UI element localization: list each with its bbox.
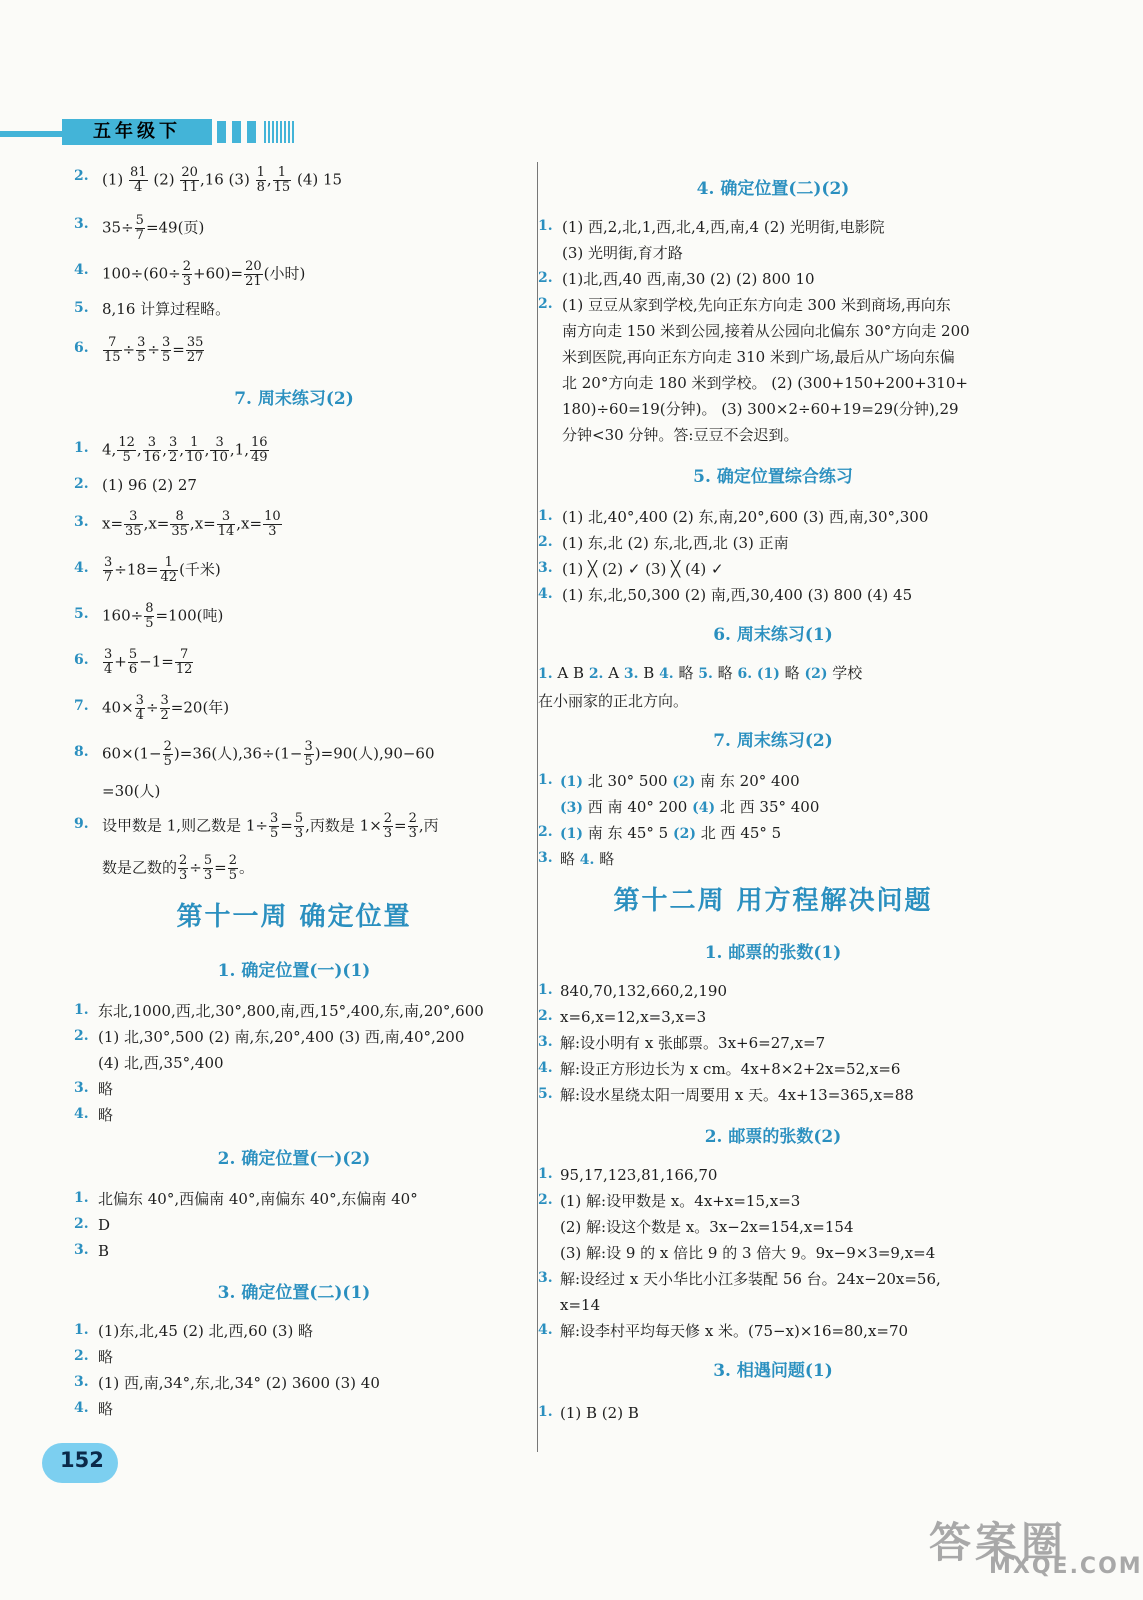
answer-line: (1) 西,2,北,1,西,北,4,西,南,4 (2) 光明街,电影院 bbox=[562, 218, 885, 236]
answer-line: 北偏东 40°,西偏南 40°,南偏东 40°,东偏南 40° bbox=[98, 1190, 418, 1208]
question-number: 2. bbox=[74, 168, 89, 184]
question-number: 2. bbox=[538, 296, 553, 312]
question-number: 1. bbox=[74, 1322, 89, 1338]
question-number: 1. bbox=[538, 1166, 553, 1182]
question-number: 3. bbox=[74, 514, 89, 530]
question-number: 1. bbox=[74, 1002, 89, 1018]
question-number: 4. bbox=[538, 1322, 553, 1338]
answer-line: 1. A B 2. A 3. B 4. 略 5. 略 6. (1) 略 (2) 学校 bbox=[538, 664, 863, 682]
question-number: 3. bbox=[74, 1242, 89, 1258]
answer-line: 100÷(60÷ $\frac{2}{3}$ +60)= $\frac{20}{21}$ (小时) bbox=[102, 259, 306, 289]
answer-line: (3) 光明街,育才路 bbox=[562, 244, 683, 262]
answer-line: 解:设李村平均每天修 x 米。(75−x)×16=80,x=70 bbox=[560, 1322, 909, 1340]
chapter-title: 第十一周 确定位置 bbox=[176, 902, 412, 932]
answer-line: (1) 北,40°,400 (2) 东,南,20°,600 (3) 西,南,30°,300 bbox=[562, 508, 929, 526]
question-number: 4. bbox=[74, 1106, 89, 1122]
question-number: 2. bbox=[74, 476, 89, 492]
question-number: 2. bbox=[538, 270, 553, 286]
question-number: 5. bbox=[74, 606, 89, 622]
column-divider bbox=[537, 162, 538, 1452]
answer-line: B bbox=[98, 1242, 110, 1260]
answer-line: 40× $\frac{3}{4}$ ÷ $\frac{3}{2}$ =20(年) bbox=[102, 693, 230, 723]
answer-line: (1) B (2) B bbox=[560, 1404, 639, 1422]
answer-line: 840,70,132,660,2,190 bbox=[560, 982, 727, 1000]
question-number: 1. bbox=[74, 1190, 89, 1206]
answer-line: (2) 解:设这个数是 x。3x−2x=154,x=154 bbox=[560, 1218, 854, 1236]
answer-line: (4) 北,西,35°,400 bbox=[98, 1054, 224, 1072]
question-number: 7. bbox=[74, 698, 89, 714]
question-number: 2. bbox=[538, 1192, 553, 1208]
answer-line: 4, $\frac{12}{5}$ , $\frac{3}{16}$ , $\frac{3}{2}$ , $\frac{1}{10}$ , $\frac{3}{10}$ ,1, $\frac{16}{49}$ bbox=[102, 435, 268, 465]
answer-line: 略 4. 略 bbox=[560, 850, 615, 868]
question-number: 9. bbox=[74, 816, 89, 832]
question-number: 4. bbox=[74, 560, 89, 576]
answer-line: (1)北,西,40 西,南,30 (2) (2) 800 10 bbox=[562, 270, 815, 288]
answer-line: (1) 西,南,34°,东,北,34° (2) 3600 (3) 40 bbox=[98, 1374, 380, 1392]
question-number: 1. bbox=[538, 508, 553, 524]
question-number: 5. bbox=[74, 300, 89, 316]
answer-line: 解:设小明有 x 张邮票。3x+6=27,x=7 bbox=[560, 1034, 826, 1052]
question-number: 1. bbox=[538, 1404, 553, 1420]
question-number: 3. bbox=[538, 1034, 553, 1050]
question-number: 3. bbox=[74, 1080, 89, 1096]
answer-line: 60×(1− $\frac{2}{5}$ )=36(人),36÷(1− $\frac{3}{5}$ )=90(人),90−60 bbox=[102, 739, 435, 769]
watermark-site: MXQE.COM bbox=[988, 1554, 1143, 1579]
answer-line: 解:设正方形边长为 x cm。4x+8×2+2x=52,x=6 bbox=[560, 1060, 901, 1078]
question-number: 1. bbox=[74, 440, 89, 456]
answer-line: 东北,1000,西,北,30°,800,南,西,15°,400,东,南,20°,600 bbox=[98, 1002, 484, 1020]
answer-line: (1) 解:设甲数是 x。4x+x=15,x=3 bbox=[560, 1192, 801, 1210]
question-number: 1. bbox=[538, 982, 553, 998]
answer-line: D bbox=[98, 1216, 111, 1234]
answer-line: $\frac{3}{7}$ ÷18= $\frac{1}{42}$ (千米) bbox=[104, 555, 221, 585]
answer-line: (1) 豆豆从家到学校,先向正东方向走 300 米到商场,再向东 bbox=[562, 296, 951, 314]
section-title: 6. 周末练习(1) bbox=[713, 625, 833, 645]
answer-line: (1) 北,30°,500 (2) 南,东,20°,400 (3) 西,南,40°,200 bbox=[98, 1028, 465, 1046]
watermark bbox=[928, 1510, 1143, 1579]
answer-line: (1) ╳ (2) ✓ (3) ╳ (4) ✓ bbox=[562, 560, 724, 578]
answer-line: (1) 东,北,50,300 (2) 南,西,30,400 (3) 800 (4) 45 bbox=[562, 586, 913, 604]
answer-line: 解:设经过 x 天小华比小江多装配 56 台。24x−20x=56, bbox=[560, 1270, 941, 1288]
question-number: 2. bbox=[538, 1008, 553, 1024]
answer-line: $\frac{7}{15}$ ÷ $\frac{3}{5}$ ÷ $\frac{3}{5}$ = $\frac{35}{27}$ bbox=[104, 335, 204, 365]
answer-line: 略 bbox=[98, 1106, 114, 1124]
question-number: 4. bbox=[74, 1400, 89, 1416]
answer-line: (1) 96 (2) 27 bbox=[102, 476, 197, 494]
header-block bbox=[217, 121, 226, 143]
answer-line: 解:设水星绕太阳一周要用 x 天。4x+13=365,x=88 bbox=[560, 1086, 914, 1104]
answer-line: 分钟<30 分钟。答:豆豆不会迟到。 bbox=[562, 426, 799, 444]
answer-line: 米到医院,再向正东方向走 310 米到广场,最后从广场向东偏 bbox=[562, 348, 955, 366]
question-number: 2. bbox=[538, 534, 553, 550]
question-number: 2. bbox=[74, 1348, 89, 1364]
chapter-title: 第十二周 用方程解决问题 bbox=[613, 886, 933, 916]
question-number: 2. bbox=[538, 824, 553, 840]
question-number: 2. bbox=[74, 1028, 89, 1044]
question-number: 4. bbox=[538, 1060, 553, 1076]
question-number: 5. bbox=[538, 1086, 553, 1102]
answer-line: (1) 东,北 (2) 东,北,西,北 (3) 正南 bbox=[562, 534, 789, 552]
section-title: 5. 确定位置综合练习 bbox=[693, 467, 853, 487]
question-number: 8. bbox=[74, 744, 89, 760]
header-block bbox=[247, 121, 256, 143]
answer-line: 180)÷60=19(分钟)。 (3) 300×2÷60+19=29(分钟),29 bbox=[562, 400, 959, 418]
header-bar bbox=[0, 131, 65, 137]
grade-label: 五年级下 bbox=[62, 119, 212, 145]
question-number: 6. bbox=[74, 340, 89, 356]
header-stripes bbox=[264, 121, 294, 143]
answer-line: 南方向走 150 米到公园,接着从公园向北偏东 30°方向走 200 bbox=[562, 322, 970, 340]
answer-line: 北 20°方向走 180 米到学校。 (2) (300+150+200+310+ bbox=[562, 374, 968, 392]
answer-line: (1) 北 30° 500 (2) 南 东 20° 400 bbox=[560, 772, 800, 790]
question-number: 2. bbox=[74, 1216, 89, 1232]
answer-line: (1) 南 东 45° 5 (2) 北 西 45° 5 bbox=[560, 824, 782, 842]
answer-line: $\frac{3}{4}$ + $\frac{5}{6}$ −1= $\frac{7}{12}$ bbox=[104, 647, 193, 677]
question-number: 4. bbox=[74, 262, 89, 278]
header-block bbox=[232, 121, 241, 143]
section-title: 7. 周末练习(2) bbox=[234, 389, 354, 409]
section-title: 7. 周末练习(2) bbox=[713, 731, 833, 751]
answer-line: (1)东,北,45 (2) 北,西,60 (3) 略 bbox=[98, 1322, 314, 1340]
answer-line: x= $\frac{3}{35}$ ,x= $\frac{8}{35}$ ,x= $\frac{3}{14}$ ,x= $\frac{10}{3}$ bbox=[102, 509, 281, 539]
page-number bbox=[42, 1443, 118, 1483]
answer-line: (3) 西 南 40° 200 (4) 北 西 35° 400 bbox=[560, 798, 820, 816]
page-number-text: 152 bbox=[60, 1448, 104, 1472]
answer-line: 略 bbox=[98, 1400, 114, 1418]
question-number: 1. bbox=[538, 772, 553, 788]
answer-line: x=14 bbox=[560, 1296, 601, 1314]
question-number: 3. bbox=[538, 850, 553, 866]
answer-line: 设甲数是 1,则乙数是 1÷ $\frac{3}{5}$ = $\frac{5}{3}$ ,丙数是 1× $\frac{2}{3}$ = $\frac{2}{3}$ ,丙 bbox=[102, 811, 439, 841]
section-title: 1. 邮票的张数(1) bbox=[704, 943, 842, 963]
section-title: 2. 邮票的张数(2) bbox=[704, 1127, 842, 1147]
answer-line: 略 bbox=[98, 1348, 114, 1366]
answer-line: 8,16 计算过程略。 bbox=[102, 300, 231, 318]
answer-line: 35÷ $\frac{5}{7}$ =49(页) bbox=[102, 213, 205, 243]
answer-line: =30(人) bbox=[102, 782, 161, 800]
answer-line: 95,17,123,81,166,70 bbox=[560, 1166, 718, 1184]
answer-line: 在小丽家的正北方向。 bbox=[538, 692, 689, 710]
question-number: 3. bbox=[538, 560, 553, 576]
section-title: 2. 确定位置(一)(2) bbox=[217, 1149, 371, 1169]
question-number: 3. bbox=[538, 1270, 553, 1286]
section-title: 3. 确定位置(二)(1) bbox=[217, 1283, 371, 1303]
section-title: 4. 确定位置(二)(2) bbox=[696, 179, 850, 199]
question-number: 3. bbox=[74, 216, 89, 232]
answer-line: 略 bbox=[98, 1080, 114, 1098]
page-header bbox=[0, 115, 300, 145]
question-number: 4. bbox=[538, 586, 553, 602]
watermark-logo: 答案圈 bbox=[928, 1518, 1067, 1567]
answer-line: x=6,x=12,x=3,x=3 bbox=[560, 1008, 707, 1026]
question-number: 6. bbox=[74, 652, 89, 668]
question-number: 1. bbox=[538, 218, 553, 234]
answer-line: 数是乙数的 $\frac{2}{3}$ ÷ $\frac{5}{3}$ = $\frac{2}{5}$ 。 bbox=[102, 853, 255, 883]
answer-line: 160÷ $\frac{8}{5}$ =100(吨) bbox=[102, 601, 224, 631]
answer-line: (3) 解:设 9 的 x 倍比 9 的 3 倍大 9。9x−9×3=9,x=4 bbox=[560, 1244, 936, 1262]
section-title: 1. 确定位置(一)(1) bbox=[217, 961, 371, 981]
section-title: 3. 相遇问题(1) bbox=[713, 1361, 833, 1381]
answer-line: (1) $\frac{81}{4}$ (2) $\frac{20}{11}$ ,16 (3) $\frac{1}{8}$ , $\frac{1}{15}$ (4) 15 bbox=[102, 165, 343, 195]
question-number: 3. bbox=[74, 1374, 89, 1390]
